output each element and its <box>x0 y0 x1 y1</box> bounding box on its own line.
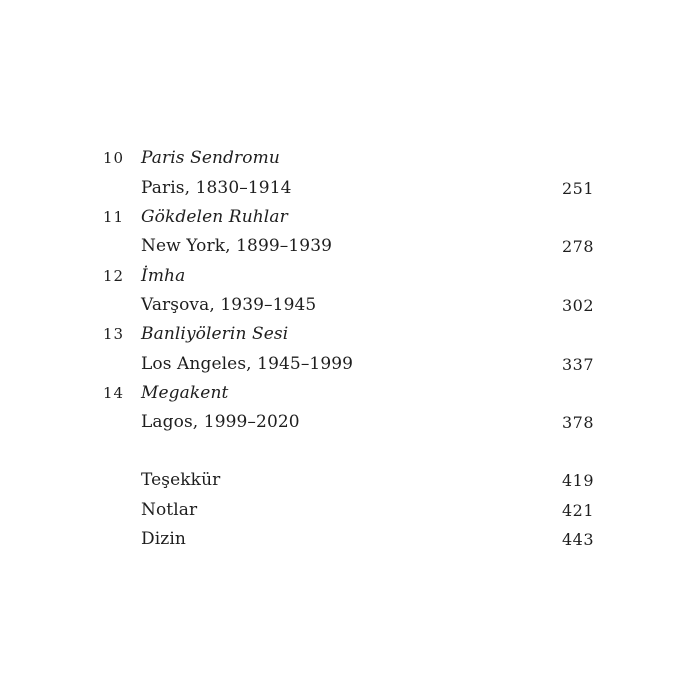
chapter-subtitle: Paris, 1830–1914 <box>141 178 292 198</box>
page-number: 251 <box>561 179 594 198</box>
chapter-title: Gökdelen Ruhlar <box>141 207 288 227</box>
page-number: 302 <box>561 296 594 315</box>
page-number: 419 <box>561 471 594 490</box>
page-number: 421 <box>561 501 594 520</box>
page-number: 278 <box>561 237 594 256</box>
chapter-subtitle: Los Angeles, 1945–1999 <box>141 354 354 374</box>
chapter-heading-row <box>0 262 700 291</box>
chapter-heading-row <box>0 203 700 232</box>
page-number: 378 <box>561 413 594 432</box>
page-number: 443 <box>561 530 594 549</box>
chapter-title: Megakent <box>141 383 229 403</box>
chapter-heading-row <box>0 379 700 408</box>
chapter-number: 11 <box>103 208 125 226</box>
chapter-entry-row <box>0 232 700 261</box>
chapter-heading-row <box>0 320 700 349</box>
chapter-subtitle: Varşova, 1939–1945 <box>141 295 317 315</box>
chapter-title: Banliyölerin Sesi <box>141 324 289 344</box>
back-matter-row <box>0 525 700 554</box>
chapter-entry-row <box>0 350 700 379</box>
chapter-heading-row <box>0 144 700 173</box>
back-matter-title: Dizin <box>141 529 186 549</box>
chapter-subtitle: Lagos, 1999–2020 <box>141 412 300 432</box>
chapter-title: İmha <box>141 266 186 286</box>
chapter-subtitle: New York, 1899–1939 <box>141 236 333 256</box>
back-matter-row <box>0 466 700 495</box>
back-matter-title: Notlar <box>141 500 198 520</box>
chapter-entry-row <box>0 408 700 437</box>
chapter-number: 10 <box>103 149 125 167</box>
chapter-entry-row <box>0 174 700 203</box>
chapter-number: 14 <box>103 384 125 402</box>
chapter-number: 13 <box>103 325 125 343</box>
chapter-title: Paris Sendromu <box>141 148 280 168</box>
back-matter-row <box>0 496 700 525</box>
chapter-entry-row <box>0 291 700 320</box>
chapter-number: 12 <box>103 267 125 285</box>
back-matter-title: Teşekkür <box>141 470 221 490</box>
page-number: 337 <box>561 355 594 374</box>
